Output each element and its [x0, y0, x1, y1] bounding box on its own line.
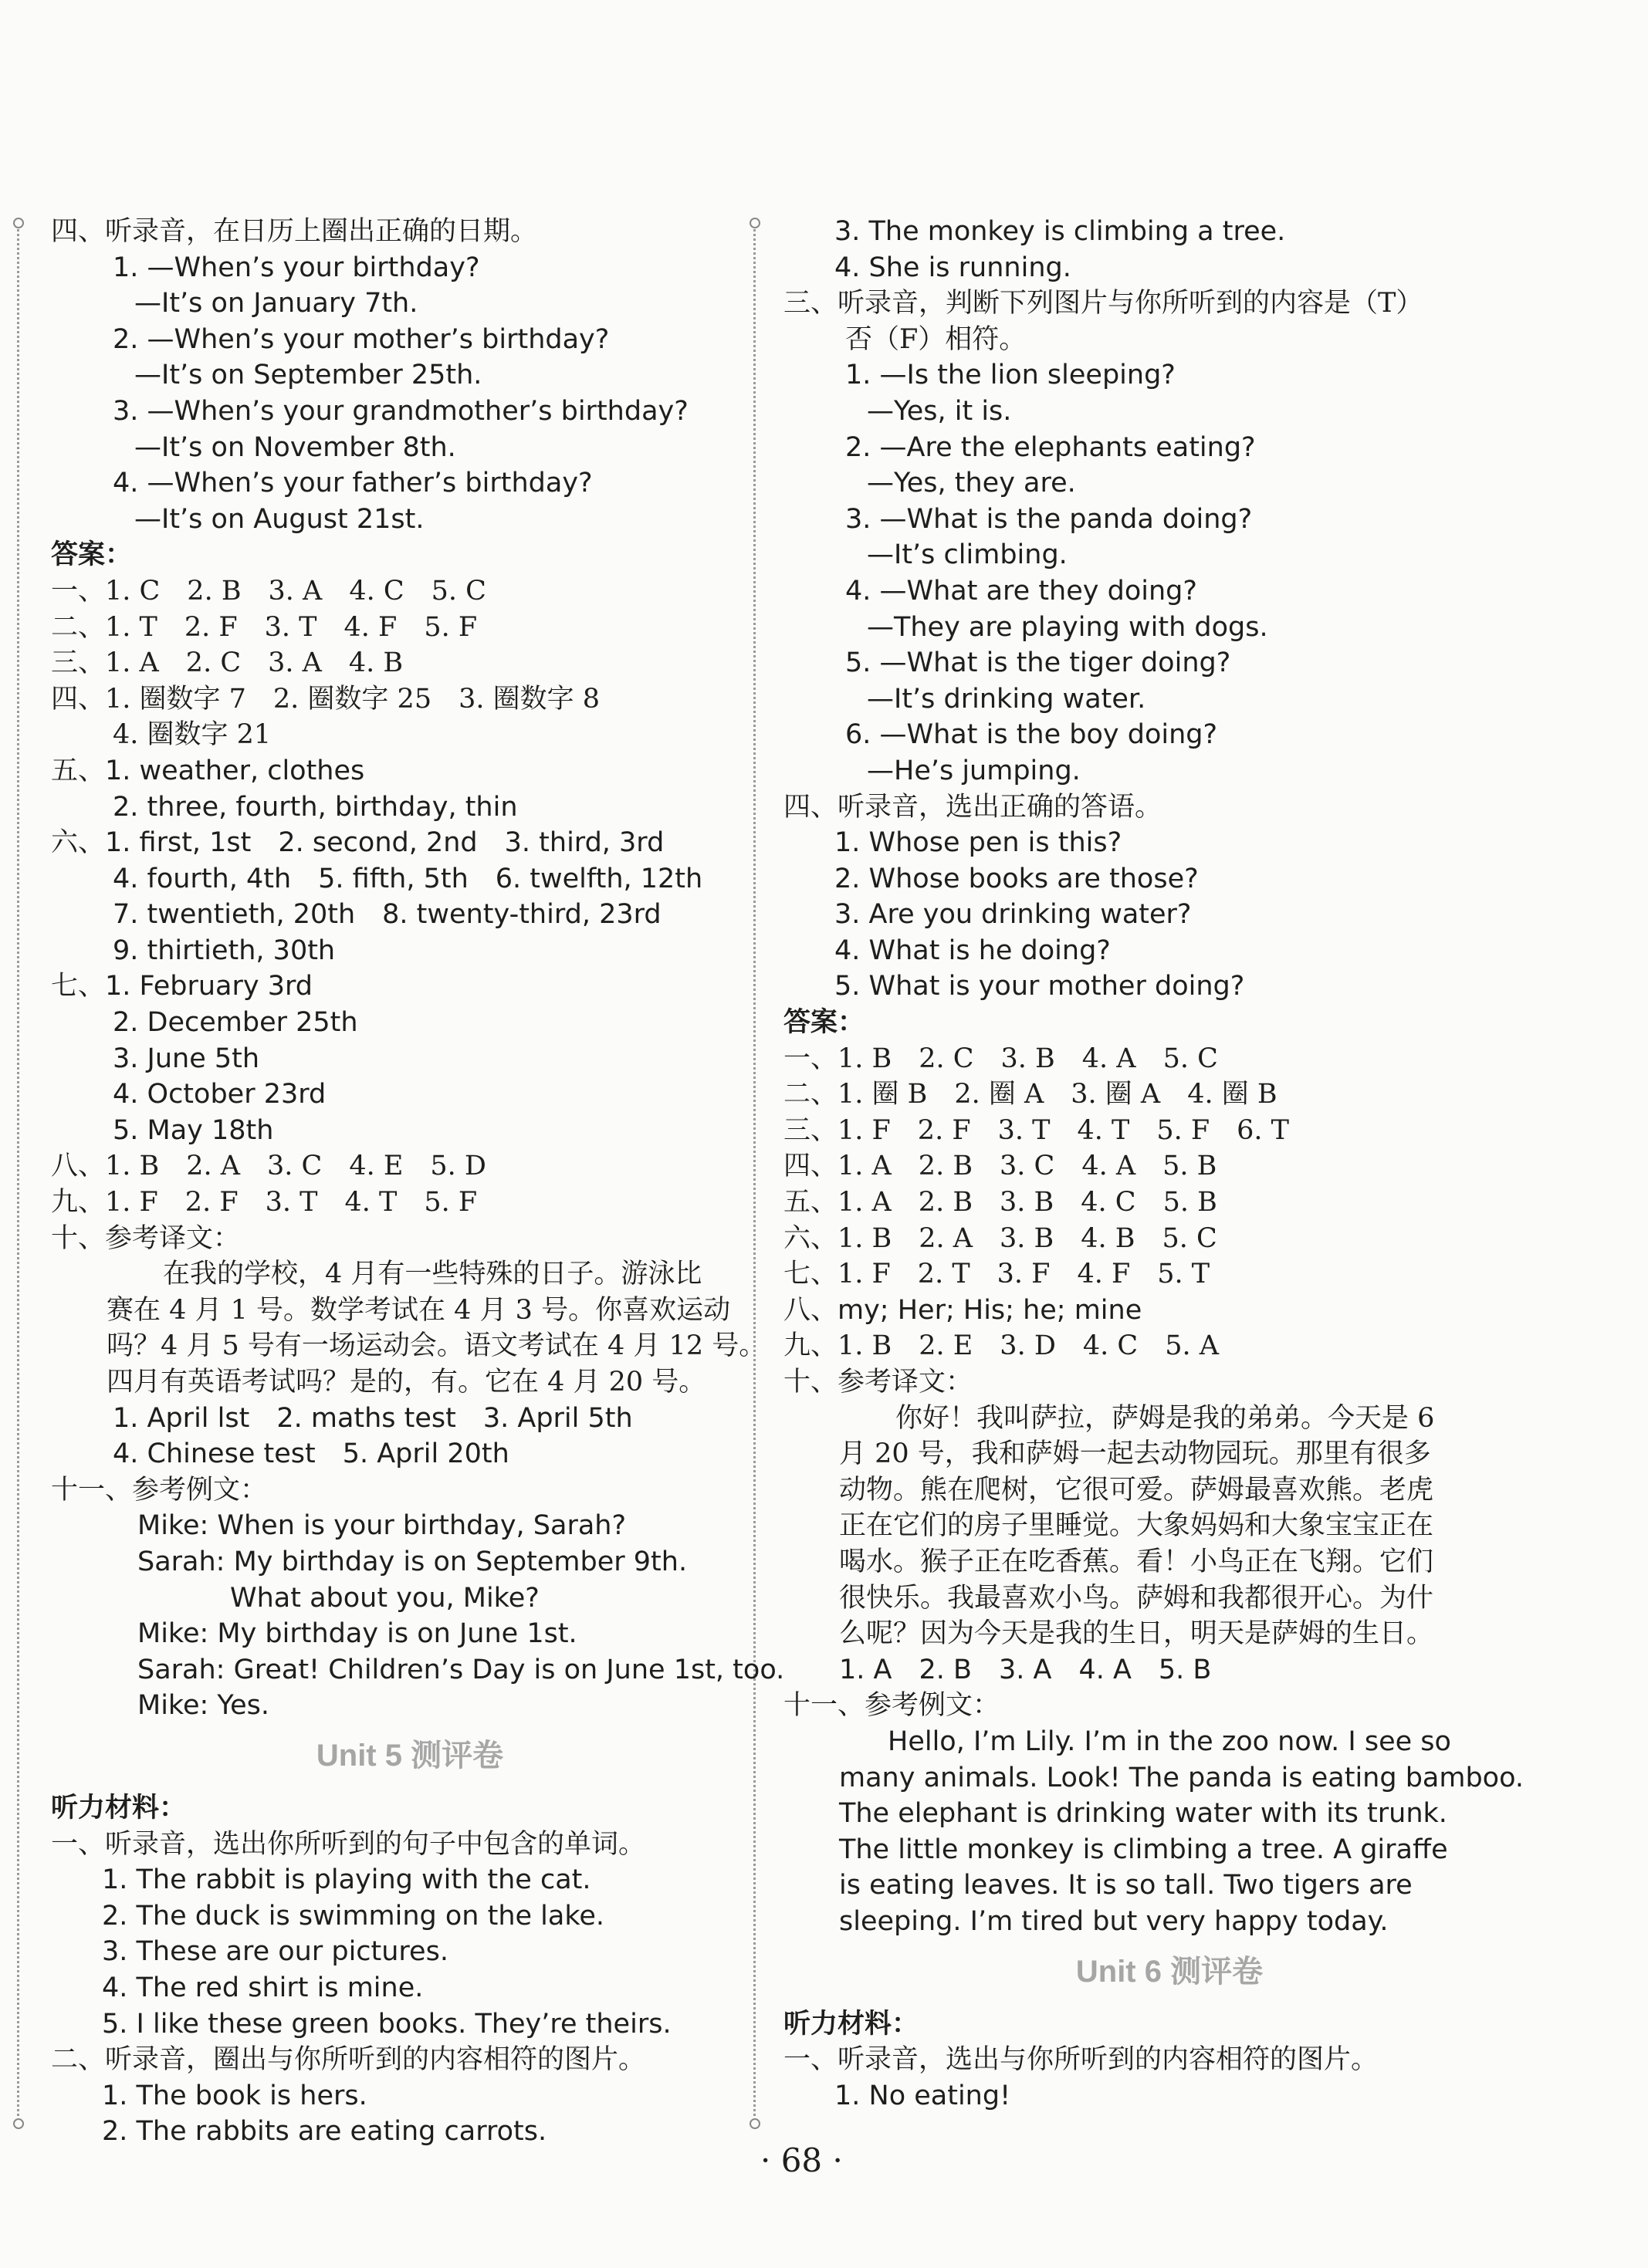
dialogue-line: —They are playing with dogs.: [867, 611, 1268, 643]
listening-label: 听力材料：: [783, 2007, 919, 2040]
translation-line: 喝水。猴子正在吃香蕉。看！小鸟正在飞翔。它们: [839, 1546, 1434, 1577]
answer-line: 九、1. B 2. E 3. D 4. C 5. A: [783, 1330, 1219, 1362]
unit-5-heading: Unit 5 测评卷: [316, 1738, 504, 1773]
sentence-line: 2. The rabbits are eating carrots.: [102, 2116, 547, 2148]
sentence-line: 5. I like these green books. They’re theirs.: [102, 2008, 672, 2040]
dialogue-line: —It’s climbing.: [867, 539, 1068, 571]
dialogue-line: 5. —What is the tiger doing?: [845, 647, 1231, 679]
translation-line: 你好！我叫萨拉，萨姆是我的弟弟。今天是 6: [895, 1402, 1435, 1434]
sample-essay-line: many animals. Look! The panda is eating bamboo.: [839, 1762, 1524, 1793]
dialogue-line: 1. —When’s your birthday?: [113, 252, 480, 283]
answers-label: 答案：: [51, 539, 133, 571]
dialogue-line: —He’s jumping.: [867, 755, 1081, 786]
dialogue-line: 1. —Is the lion sleeping?: [845, 360, 1176, 391]
translation-line: 吗？4 月 5 号有一场运动会。语文考试在 4 月 12 号。: [107, 1330, 766, 1362]
translation-line: 动物。熊在爬树，它很可爱。萨姆最喜欢熊。老虎: [839, 1474, 1434, 1506]
sentence-line: 1. The rabbit is playing with the cat.: [102, 1864, 591, 1896]
answer-line: 一、1. B 2. C 3. B 4. A 5. C: [783, 1043, 1218, 1074]
sample-dialogue-line: Mike: When is your birthday, Sarah?: [137, 1510, 627, 1542]
answer-line: 七、1. F 2. T 3. F 4. F 5. T: [783, 1259, 1210, 1290]
answer-line: 八、my; Her; His; he; mine: [783, 1294, 1142, 1326]
dialogue-line: 3. —When’s your grandmother’s birthday?: [113, 395, 689, 427]
sample-dialogue-line: Sarah: My birthday is on September 9th.: [137, 1546, 688, 1577]
dialogue-line: —It’s on January 7th.: [134, 288, 418, 319]
binding-line-left: [17, 224, 19, 2122]
sentence-line: 1. No eating!: [834, 2080, 1011, 2111]
answer-line: 五、1. weather, clothes: [51, 755, 365, 786]
section-title-cont: 否（F）相符。: [845, 323, 1027, 355]
answer-line: 三、1. F 2. F 3. T 4. T 5. F 6. T: [783, 1114, 1290, 1146]
answer-line: 十、参考译文：: [51, 1222, 241, 1254]
sample-dialogue-line: Mike: My birthday is on June 1st.: [137, 1618, 577, 1650]
sentence-line: 1. Whose pen is this?: [834, 827, 1122, 859]
sample-essay-line: The little monkey is climbing a tree. A giraffe: [839, 1834, 1448, 1865]
dialogue-line: —It’s on November 8th.: [134, 431, 456, 463]
dialogue-line: —It’s on September 25th.: [134, 360, 482, 391]
answer-line: 四、1. A 2. B 3. C 4. A 5. B: [783, 1151, 1217, 1182]
sentence-line: 4. What is he doing?: [834, 935, 1111, 966]
answer-line: 2. December 25th: [113, 1007, 358, 1039]
translation-line: 在我的学校，4 月有一些特殊的日子。游泳比: [163, 1259, 702, 1290]
unit-6-heading: Unit 6 测评卷: [1075, 1954, 1264, 1989]
section-title: 一、听录音，选出你所听到的句子中包含的单词。: [51, 1828, 646, 1860]
answer-line: 四、1. 圈数字 7 2. 圈数字 25 3. 圈数字 8: [51, 683, 601, 715]
answer-line: 2. three, fourth, birthday, thin: [113, 791, 518, 823]
answer-line: 九、1. F 2. F 3. T 4. T 5. F: [51, 1187, 478, 1219]
section-title: 一、听录音，选出与你所听到的内容相符的图片。: [783, 2044, 1379, 2076]
sample-dialogue-line: Mike: Yes.: [137, 1690, 270, 1722]
listening-label: 听力材料：: [51, 1791, 187, 1824]
answer-line: 十一、参考例文：: [783, 1690, 1000, 1722]
sample-essay-line: The elephant is drinking water with its trunk.: [839, 1798, 1447, 1830]
dialogue-line: —It’s on August 21st.: [134, 503, 425, 535]
answer-line: 七、1. February 3rd: [51, 971, 313, 1002]
dialogue-line: 3. —What is the panda doing?: [845, 503, 1253, 535]
section-title: 四、听录音，在日历上圈出正确的日期。: [51, 216, 538, 247]
answer-line: 5. May 18th: [113, 1114, 274, 1146]
translation-line: 正在它们的房子里睡觉。大象妈妈和大象宝宝正在: [839, 1510, 1434, 1542]
answer-line: 4. October 23rd: [113, 1079, 327, 1110]
dialogue-line: 4. —When’s your father’s birthday?: [113, 468, 593, 499]
answer-line: 1. A 2. B 3. A 4. A 5. B: [839, 1654, 1212, 1685]
answers-label: 答案：: [783, 1006, 865, 1039]
answer-line: 7. twentieth, 20th 8. twenty-third, 23rd: [113, 899, 662, 931]
answer-line: 六、1. B 2. A 3. B 4. B 5. C: [783, 1222, 1217, 1254]
sentence-line: 4. She is running.: [834, 252, 1071, 283]
translation-line: 四月有英语考试吗？是的，有。它在 4 月 20 号。: [107, 1367, 706, 1398]
answer-line: 1. April lst 2. maths test 3. April 5th: [113, 1402, 633, 1434]
sentence-line: 3. Are you drinking water?: [834, 899, 1192, 931]
sample-essay-line: is eating leaves. It is so tall. Two tigers are: [839, 1870, 1413, 1901]
dialogue-line: 6. —What is the boy doing?: [845, 719, 1218, 751]
sentence-line: 3. The monkey is climbing a tree.: [834, 216, 1286, 247]
binding-hole-left-bottom: [13, 2118, 24, 2129]
answer-line: 9. thirtieth, 30th: [113, 935, 336, 966]
answer-line: 三、1. A 2. C 3. A 4. B: [51, 647, 404, 679]
right-column: [783, 214, 1555, 2114]
translation-line: 赛在 4 月 1 号。数学考试在 4 月 3 号。你喜欢运动: [107, 1294, 731, 1326]
sample-dialogue-line: Sarah: Great! Children’s Day is on June 1st, too.: [137, 1654, 785, 1685]
dialogue-line: 2. —Are the elephants eating?: [845, 431, 1256, 463]
translation-line: 月 20 号，我和萨姆一起去动物园玩。那里有很多: [839, 1438, 1431, 1470]
answer-line: 4. Chinese test 5. April 20th: [113, 1438, 509, 1470]
binding-hole-left-top: [13, 218, 24, 228]
answer-line: 五、1. A 2. B 3. B 4. C 5. B: [783, 1187, 1217, 1219]
dialogue-line: 4. —What are they doing?: [845, 575, 1197, 607]
sentence-line: 5. What is your mother doing?: [834, 971, 1245, 1002]
translation-line: 么呢？因为今天是我的生日，明天是萨姆的生日。: [839, 1618, 1434, 1650]
left-column: [51, 214, 785, 2150]
page-number: · 68 ·: [760, 2141, 843, 2179]
answer-line: 4. fourth, 4th 5. fifth, 5th 6. twelfth, 12th: [113, 863, 703, 894]
sentence-line: 2. Whose books are those?: [834, 863, 1199, 894]
dialogue-line: —Yes, they are.: [867, 468, 1076, 499]
answer-line: 一、1. C 2. B 3. A 4. C 5. C: [51, 575, 486, 607]
sample-essay-line: sleeping. I’m tired but very happy today.: [839, 1905, 1389, 1937]
answer-line: 3. June 5th: [113, 1043, 260, 1074]
answer-line: 二、1. 圈 B 2. 圈 A 3. 圈 A 4. 圈 B: [783, 1079, 1277, 1110]
answer-line: 六、1. first, 1st 2. second, 2nd 3. third, 3rd: [51, 827, 665, 859]
sample-essay-line: Hello, I’m Lily. I’m in the zoo now. I see so: [888, 1726, 1451, 1757]
dialogue-line: 2. —When’s your mother’s birthday?: [113, 323, 610, 355]
dialogue-line: —Yes, it is.: [867, 395, 1012, 427]
section-title: 二、听录音，圈出与你所听到的内容相符的图片。: [51, 2044, 646, 2076]
answer-line: 4. 圈数字 21: [113, 719, 272, 751]
answer-line: 二、1. T 2. F 3. T 4. F 5. F: [51, 611, 478, 643]
sentence-line: 3. These are our pictures.: [102, 1936, 448, 1968]
section-title: 三、听录音，判断下列图片与你所听到的内容是（T）: [783, 288, 1423, 319]
section-title: 四、听录音，选出正确的答语。: [783, 791, 1162, 823]
answer-line: 十一、参考例文：: [51, 1474, 268, 1506]
sample-dialogue-line: What about you, Mike?: [230, 1582, 540, 1614]
sentence-line: 1. The book is hers.: [102, 2080, 367, 2111]
translation-line: 很快乐。我最喜欢小鸟。萨姆和我都很开心。为什: [839, 1582, 1434, 1614]
sentence-line: 2. The duck is swimming on the lake.: [102, 1900, 605, 1932]
sentence-line: 4. The red shirt is mine.: [102, 1972, 424, 2003]
answer-line: 十、参考译文：: [783, 1367, 973, 1398]
dialogue-line: —It’s drinking water.: [867, 683, 1146, 715]
answer-line: 八、1. B 2. A 3. C 4. E 5. D: [51, 1151, 486, 1182]
